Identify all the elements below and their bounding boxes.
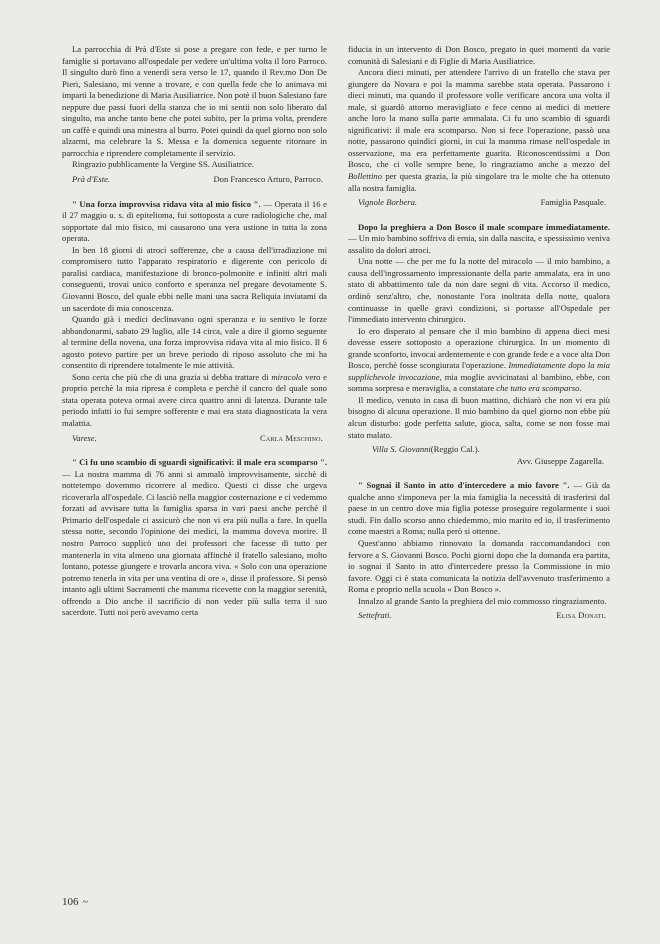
testimony-headline: Dopo la preghiera a Don Bosco il male scompare immediatamente. (358, 221, 610, 232)
thanks-line: Ringrazio pubblicamente la Vergine SS. Ausiliatrice. (72, 159, 254, 170)
paragraph: Innalzo al grande Santo la preghiera del mio commosso ringraziamento. (358, 595, 607, 606)
paragraph-continuation: fiducia in un intervento di Don Bosco, pregato in quei momenti da varie comunità di Salesiani e di Figlie di Maria Ausiliatrice. (348, 44, 610, 66)
right-column (348, 44, 610, 894)
testimony-sguardi: " Ci fu uno scambio di sguardi significativi: il male era scomparso ". — La nostra mamma di 76 anni si ammalò improvvisamente, sicchè di nottetempo dovemmo ricorrere al medico. Questi ci disse che urgeva ricoverarla all'ospedale. Ci lasciò nella maggior costernazione e ci vedemmo forzati ad avvisare tutta la famiglia sparsa in vari paesi anche perchè il Primario dell'ospedale ci assicurò che non vi era più nulla a fare. In quella stessa notte, secondo l'opinione dei medici, la mamma doveva morire. Il nostro Parroco supplicò uno dei professori che facesse di tutto per mantenerla in vita almeno una giornata affinchè il fratello salesiano, molto lontano, potesse giungere e trovarla ancora viva. « Solo con una operazione potremo tenerla in vita per una ventina di ore », disse il professore. Si pensò intanto agli ultimi Sacramenti che mamma ricevette con la maggior serenità, offrendo a Dio anche il sacrificio di non veder più sulla terra il suo sacerdote. Tutti noi però avevamo certa (62, 457, 327, 618)
page-number: 106 ~ (62, 896, 88, 908)
signature-name: Elisa Donati. (556, 610, 606, 621)
ornament-icon: ~ (82, 896, 88, 908)
paragraph: Sono certa che più che di una grazia si debba trattare di miracolo vero e proprio perchè la mia ripresa è completa e perchè il cancro del quale sono stata operata poteva ormai avere circa quattro anni di latenza. Durante tale periodo infatti io fui sempre sofferente e mai era stata diagnosticata la vera malattia. (62, 371, 327, 428)
signature-name: Carla Meschino. (259, 432, 323, 443)
testimony-headline: " Sognai il Santo in atto d'intercedere a mio favore ". (358, 480, 570, 491)
paragraph: In ben 18 giorni di atroci sofferenze, che a causa dell'irradiazione mi compromisero tutto l'apparato respiratorio e digerente con pericolo di paralisi cardiaca, manifestazione di bronco-polmonite e infiniti altri mali conseguenti, trovai unico conforto e speranza nel pregare devotamente S. Giovanni Bosco, del quale ebbi nelle mani una sacra Reliquia inviatami da un sacerdote di mia conoscenza. (62, 244, 327, 313)
paragraph: Quando già i medici declinavano ogni speranza e io sentivo le forze abbandonarmi, sabato 29 luglio, alle 14 circa, vale a dire il giorno seguente al termine della novena, una forza improvvisa ridava vita al mio fisico. Il 6 agosto potevo partire per un breve periodo di riposo assoluto che mi ha consentito di riprendere totalmente le mie attività. (62, 314, 327, 371)
testimony-headline: " Una forza improvvisa ridava vita al mio fisico ". (72, 198, 261, 209)
signature-place: Prà d'Este. (72, 174, 111, 185)
signature-place: Varese. (72, 432, 97, 443)
parish-paragraph: La parrocchia di Prà d'Este si pose a pregare con fede, e per turno le famiglie si portavano all'ospedale per vedere un'ultima volta il loro Parroco. Il singulto durò fino a venerdì sera verso le 17, quando il Rev.mo Don De Pieri, Salesiano, mi venne a trovare, e con quella fede che lo animava mi impartì la benedizione di Maria Ausiliatrice. Non potè il buon Salesiano fare neppure due passi fuori della stanza che io mi sentii non solo liberato dal singulto, ma anche tanto bene che potei subito, per la prima volta, prendere un caffè e quindi una minestra al burro. Potei quindi da quel giorno non solo alzarmi, ma celebrare la S. Messa e la domenica seguente ritornare in parrocchia e riprendere completamente il servizio. (62, 44, 327, 158)
signature-prada (62, 174, 327, 186)
signature-name: Famiglia Pasquale. (540, 197, 606, 208)
paragraph: Ancora dieci minuti, per attendere l'arrivo di un fratello che stava per giungere da Novara e poi la mamma sarebbe stata operata. Passarono i dieci minuti, ma quando il professore volle verificare ancora una volta il male, si guardò attorno meravigliato e fece cenno ai medici di mettere anche loro la mano sulla parte ammalata. Ci fu uno scambio di sguardi significativi: il male era scomparso. Non si fece l'operazione, passò una notte, passarono quindici giorni, in cui la mamma rimase nell'ospedale in osservazione, ma era perfettamente guarita. Riconoscentissimi a Don Bosco, che ci volle sempre bene, lo ringraziamo anche a mezzo del Bollettino per questa grazia, la più singolare tra le molte che ha ottenuto alla nostra famiglia. (348, 67, 610, 193)
signature-place-line: Villa S. Giovanni (Reggio Cal.). (372, 444, 480, 455)
testimony-sogno: " Sognai il Santo in atto d'intercedere a mio favore ". — Già da qualche anno s'imponeva per la mia famiglia la necessità di trasferirsi dal paese in un centro dove mia figlia potesse proseguire regolarmente i suoi studi. Fin dallo scorso anno chiedemmo, mio marito ed io, il trasferimento come maestri a Roma; nulla però si ottenne. (348, 480, 610, 537)
left-column (62, 44, 327, 894)
signature-varese (62, 433, 327, 445)
paragraph: Il medico, venuto in casa di buon mattino, dichiarò che non vi era più bisogno di alcuna operazione. Il mio bambino da quel giorno non ebbe più alcun disturbo: gode perfetta salute, gioca, salta, come se non fosse mai stato malato. (348, 394, 610, 440)
signature-name: Don Francesco Arturo, Parroco. (213, 174, 323, 185)
paragraph: Una notte — che per me fu la notte del miracolo — il mio bambino, a causa dell'ingrossamento impressionante della parte ammalata, era in uno stato di abbattimento tale da non dare segni di vita. Accorso il medico, ordinò senz'altro, che, nonostante l'ora inoltrata della notte, qualora continuasse in quelle gravi condizioni, si portasse all'Ospedale per l'immediato intervento chirurgico. (348, 256, 610, 325)
two-column-body (62, 44, 610, 894)
testimony-forza: " Una forza improvvisa ridava vita al mio fisico ". — Operata il 16 e il 27 maggio u. s. di epitelioma, fui sottoposta a cure radiologiche che, mal sopportate dal mio fisico, mi causarono una vera ustione in tutta la zona operata. (62, 198, 327, 244)
testimony-ernia: Dopo la preghiera a Don Bosco il male scompare immediatamente. — Un mio bambino soffriva di ernia, sin dalla nascita, e spessissimo veniva assalito da dolori atroci. (348, 221, 610, 255)
signature-name: Avv. Giuseppe Zagarella. (516, 455, 604, 466)
signature-settefrati (348, 610, 610, 622)
signature-vignole (348, 197, 610, 209)
signature-place: Settefrati. (358, 610, 392, 621)
signature-place: Vignole Borbera. (358, 197, 418, 208)
paragraph: Quest'anno abbiamo rinnovato la domanda raccomandandoci con fervore a S. Giovanni Bosco. Pochi giorni dopo che la domanda era partita, io sognai il Santo in atto d'intercedere presso la Commissione in mio favore. Oggi ci è stata comunicata la notizia dell'avvenuto trasferimento a Roma e proprio nella scuola « Don Bosco ». (348, 538, 610, 595)
testimony-headline: " Ci fu uno scambio di sguardi significativi: il male era scomparso ". (72, 457, 327, 468)
paragraph: Io ero disperato al pensare che il mio bambino di appena dieci mesi dovesse essere sottoposto a operazione chirurgica. In un momento di grande sconforto, invocai ardentemente e con grande fede e a voce alta Don Bosco, perchè fosse scongiurata l'operazione. Immediatamente dopo la mia supplichevole invocazione, mia moglie avvicinatasi al bambino, ebbe, con somma sorpresa e meraviglia, a constatare che tutto era scomparso. (348, 325, 610, 394)
